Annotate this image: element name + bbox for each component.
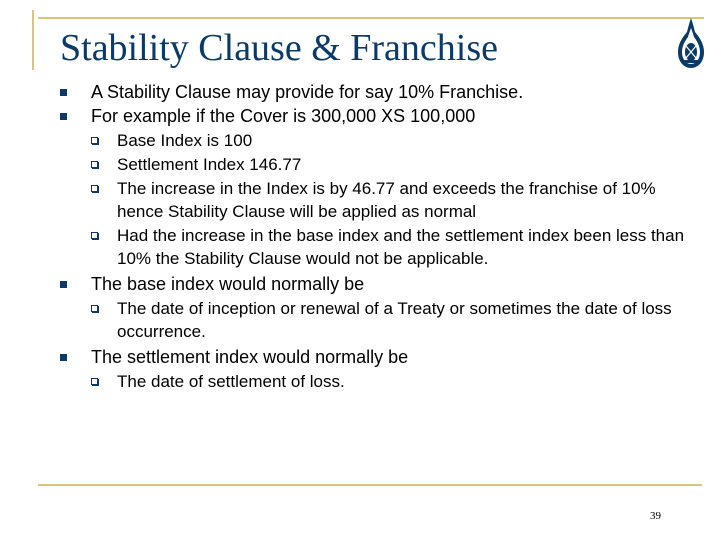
sub-bullet-list bbox=[91, 129, 700, 270]
page-number: 39 bbox=[650, 510, 661, 522]
sub-bullet-item: Settlement Index 146.77 bbox=[91, 153, 700, 176]
bullet-text: A Stability Clause may provide for say 10% Franchise. bbox=[91, 82, 524, 102]
bullet-item bbox=[60, 80, 700, 104]
bullet-item bbox=[60, 345, 700, 393]
royal-emblem-icon bbox=[674, 16, 708, 70]
top-rule bbox=[38, 17, 704, 19]
sub-bullet-list bbox=[91, 297, 700, 343]
bullet-item bbox=[60, 104, 700, 270]
sub-bullet-item: The date of settlement of loss. bbox=[91, 370, 700, 393]
bullet-list bbox=[60, 80, 700, 394]
slide-title: Stability Clause & Franchise bbox=[60, 27, 499, 69]
left-rule bbox=[32, 10, 34, 70]
bullet-text: For example if the Cover is 300,000 XS 100,000 bbox=[91, 106, 476, 126]
bottom-rule bbox=[38, 484, 702, 486]
sub-bullet-list bbox=[91, 370, 700, 393]
sub-bullet-item: The date of inception or renewal of a Treaty or sometimes the date of loss occurrence. bbox=[91, 297, 700, 343]
sub-bullet-item: Base Index is 100 bbox=[91, 129, 700, 152]
bullet-item bbox=[60, 272, 700, 343]
bullet-text: The settlement index would normally be bbox=[91, 347, 409, 367]
sub-bullet-item: Had the increase in the base index and the settlement index been less than 10% the Stability Clause would not be applicable. bbox=[91, 224, 700, 270]
sub-bullet-item: The increase in the Index is by 46.77 and exceeds the franchise of 10% hence Stability Clause will be applied as normal bbox=[91, 177, 700, 223]
bullet-text: The base index would normally be bbox=[91, 274, 365, 294]
